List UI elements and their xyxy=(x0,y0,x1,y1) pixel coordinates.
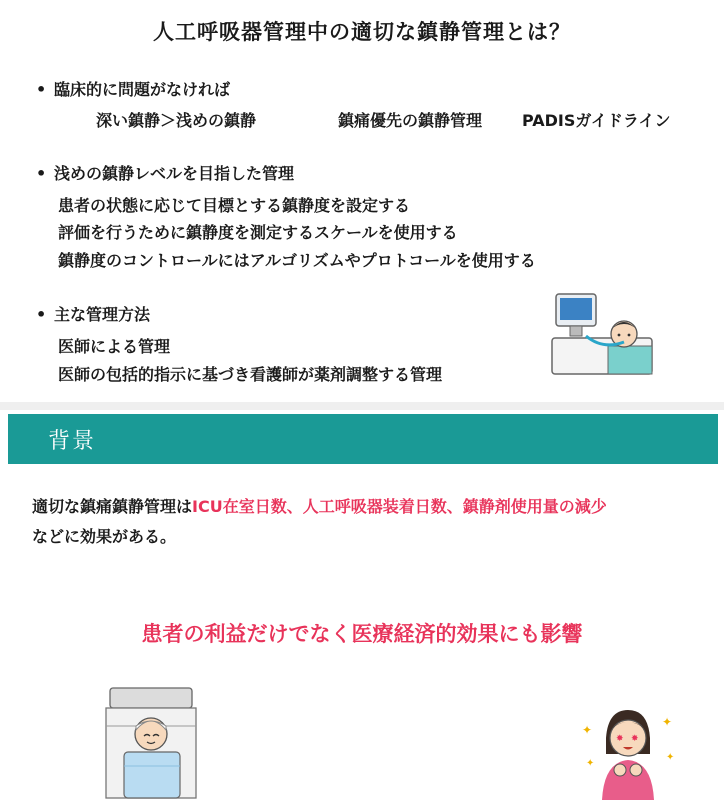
bullet-1-head: 臨床的に問題がなければ xyxy=(54,80,231,99)
bullet-icon: • xyxy=(36,164,47,183)
bullet-2-line-1: 患者の状態に応じて目標とする鎮静度を設定する xyxy=(58,196,411,215)
bullet-1-item-2: 鎮痛優先の鎮静管理 xyxy=(338,111,483,130)
bullet-2 xyxy=(36,160,294,187)
bullet-icon: • xyxy=(36,80,47,99)
svg-text:✦: ✦ xyxy=(662,715,673,729)
body-line-1 xyxy=(32,494,607,517)
bullet-2-head: 浅めの鎮静レベルを目指した管理 xyxy=(54,164,295,183)
svg-text:✸: ✸ xyxy=(631,734,639,744)
bullet-2-line-3: 鎮静度のコントロールにはアルゴリズムやプロトコールを使用する xyxy=(58,251,536,270)
happy-woman-illustration xyxy=(578,704,678,800)
bullet-3-head: 主な管理方法 xyxy=(54,305,151,324)
bullet-3 xyxy=(36,301,150,328)
hospital-bed-patient-illustration xyxy=(100,686,210,800)
section-header-title: 背景 xyxy=(48,429,97,454)
bullet-2-line-2: 評価を行うために鎮静度を測定するスケールを使用する xyxy=(58,223,458,242)
bullet-3-line-1: 医師による管理 xyxy=(58,337,171,356)
body-line-1-text: 適切な鎮痛鎮静管理は xyxy=(32,497,193,516)
slide-separator xyxy=(0,402,724,410)
ventilator-patient-illustration xyxy=(548,290,658,382)
bullet-1-item-3: PADISガイドライン xyxy=(522,111,671,130)
svg-text:✸: ✸ xyxy=(616,734,624,744)
slide-background xyxy=(0,410,724,800)
body-line-1-highlight: ICU在室日数、人工呼吸器装着日数、鎮静剤使用量の減少 xyxy=(192,497,607,516)
bullet-3-line-2: 医師の包括的指示に基づき看護師が薬剤調整する管理 xyxy=(58,365,443,384)
svg-text:✦: ✦ xyxy=(586,758,595,769)
section-header xyxy=(8,414,718,464)
svg-text:✦: ✦ xyxy=(666,752,675,763)
bullet-icon: • xyxy=(36,305,47,324)
emphasis-text: 患者の利益だけでなく医療経済的効果にも影響 xyxy=(141,622,583,646)
svg-text:✦: ✦ xyxy=(582,723,593,737)
slide-title: 人工呼吸器管理中の適切な鎮静管理とは？ xyxy=(153,20,571,44)
body-line-2: などに効果がある。 xyxy=(32,527,177,546)
bullet-1 xyxy=(36,76,230,103)
bullet-1-item-1: 深い鎮静＞浅めの鎮静 xyxy=(96,111,257,130)
